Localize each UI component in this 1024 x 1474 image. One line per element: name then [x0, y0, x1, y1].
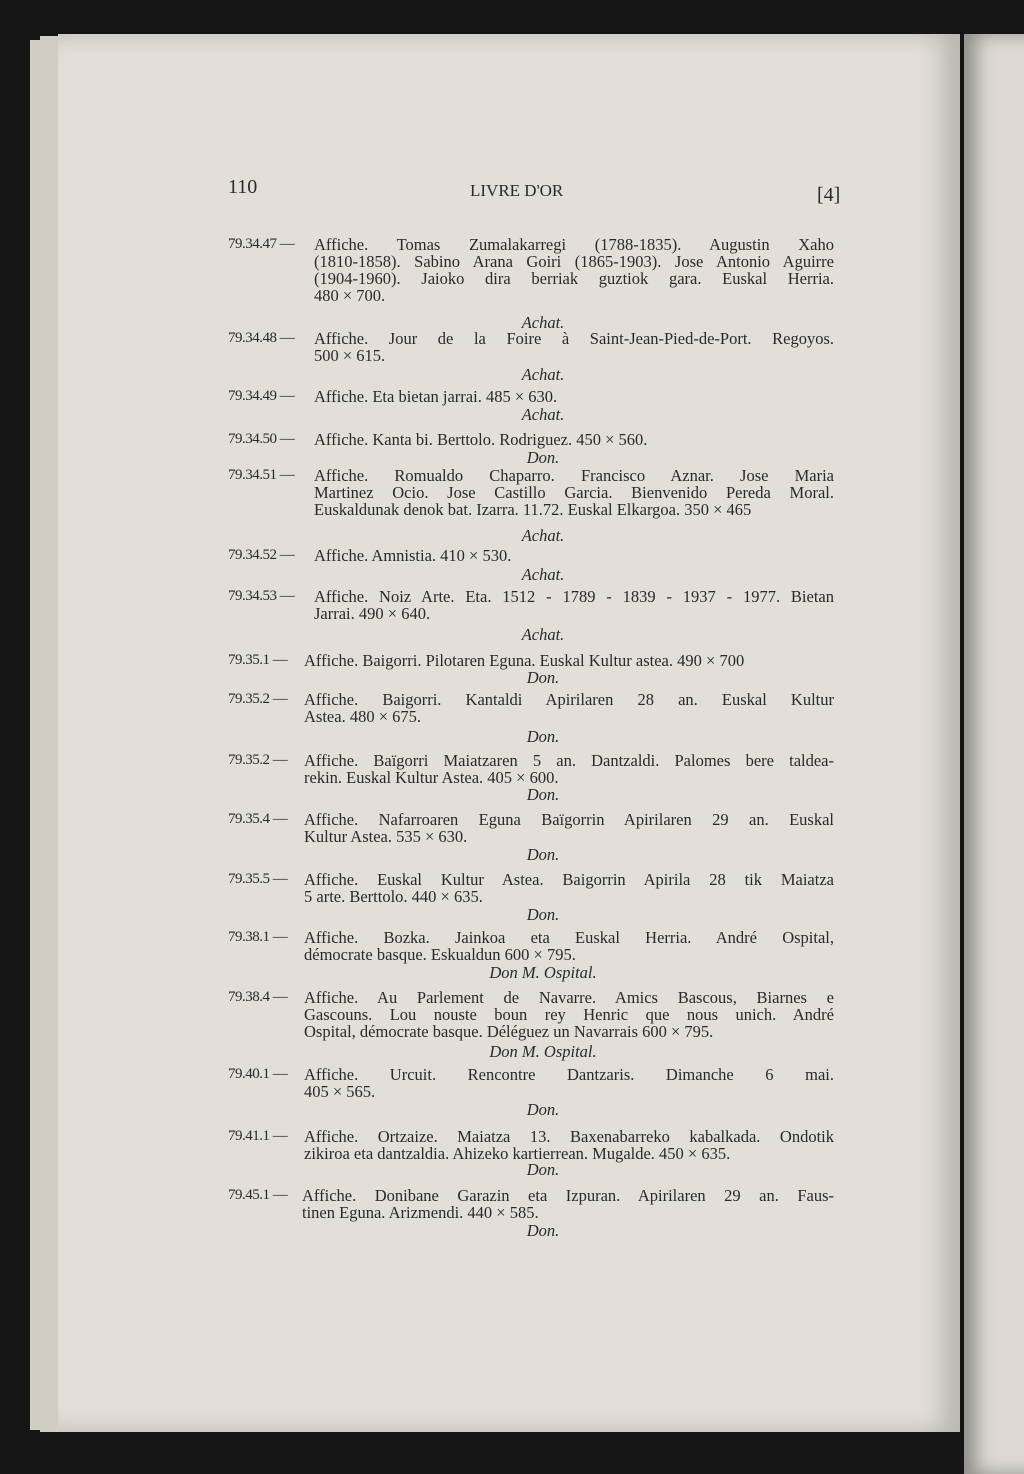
entry-description [304, 929, 834, 963]
entry-line: Ospital, démocrate basque. Déléguez un Navarrais 600 × 795. [304, 1022, 714, 1041]
entry-number: 79.34.53 — [228, 588, 295, 604]
entry-description [304, 752, 834, 786]
acquisition-note: Don. [526, 1160, 560, 1179]
entry-line: Affiche. Tomas Zumalakarregi (1788-1835). Augustin Xaho [314, 235, 834, 254]
acquisition-note: Achat. [521, 526, 565, 545]
acquisition-note: Achat. [521, 405, 565, 424]
entry-line: Affiche. Amnistia. 410 × 530. [314, 546, 512, 565]
entry-number: 79.38.1 — [228, 929, 288, 945]
entry-number: 79.45.1 — [228, 1187, 288, 1203]
entry-number: 79.40.1 — [228, 1066, 288, 1082]
entry-line: Gascouns. Lou nouste boun rey Henric que nous unich. André [304, 1005, 834, 1024]
entry-line: démocrate basque. Eskualdun 600 × 795. [304, 945, 576, 964]
entry-number: 79.38.4 — [228, 989, 288, 1005]
entry-line: Kultur Astea. 535 × 630. [304, 827, 468, 846]
entry-number: 79.34.51 — [228, 467, 295, 483]
entry-description [314, 330, 834, 364]
entry-description [304, 691, 834, 725]
entry-line: Euskaldunak denok bat. Izarra. 11.72. Euskal Elkargoa. 350 × 465 [314, 500, 752, 519]
entry-line: Affiche. Urcuit. Rencontre Dantzaris. Dimanche 6 mai. [304, 1065, 834, 1084]
acquisition-note: Don. [526, 905, 560, 924]
acquisition-note: Don. [526, 727, 560, 746]
entry-line: Affiche. Jour de la Foire à Saint-Jean-Pied-de-Port. Regoyos. [314, 329, 834, 348]
entry-line: Affiche. Ortzaize. Maiatza 13. Baxenabarreko kabalkada. Ondotik [304, 1127, 834, 1146]
entry-description [304, 1128, 834, 1162]
entry-number: 79.35.4 — [228, 811, 288, 827]
acquisition-note: Don M. Ospital. [489, 963, 597, 982]
entry-line: Affiche. Romualdo Chaparro. Francisco Aznar. Jose Maria [314, 466, 834, 485]
entry-description [304, 652, 834, 669]
entry-number: 79.41.1 — [228, 1128, 288, 1144]
entry-line: Affiche. Noiz Arte. Eta. 1512 - 1789 - 1839 - 1937 - 1977. Bietan [314, 587, 834, 606]
acquisition-note: Achat. [521, 365, 565, 384]
acquisition-note: Don. [526, 448, 560, 467]
entry-description [304, 811, 834, 845]
entry-number: 79.35.5 — [228, 871, 288, 887]
entry-line: (1904-1960). Jaioko dira berriak guztiok gara. Euskal Herria. [314, 269, 834, 288]
section-marker: [4] [817, 184, 841, 206]
acquisition-note: Achat. [521, 625, 565, 644]
acquisition-note: Don. [526, 785, 560, 804]
entry-line: Astea. 480 × 675. [304, 707, 421, 726]
acquisition-note: Achat. [521, 313, 565, 332]
entry-line: 405 × 565. [304, 1082, 376, 1101]
entry-line: Affiche. Kanta bi. Berttolo. Rodriguez. 450 × 560. [314, 430, 648, 449]
entry-description [304, 1066, 834, 1100]
entry-line: Affiche. Nafarroaren Eguna Baïgorrin Apirilaren 29 an. Euskal [304, 810, 834, 829]
acquisition-note: Don. [526, 845, 560, 864]
entry-number: 79.34.47 — [228, 236, 295, 252]
entry-line: Affiche. Baïgorri Maiatzaren 5 an. Dantzaldi. Palomes bere taldea- [304, 751, 834, 770]
entry-number: 79.34.49 — [228, 388, 295, 404]
page-number: 110 [228, 176, 258, 198]
entry-line: 500 × 615. [314, 346, 386, 365]
acquisition-note: Don. [526, 668, 560, 687]
entry-line: Affiche. Donibane Garazin eta Izpuran. Apirilaren 29 an. Faus- [302, 1186, 834, 1205]
entry-line: Affiche. Euskal Kultur Astea. Baigorrin Apirila 28 tik Maiatza [304, 870, 834, 889]
entry-description [314, 236, 834, 304]
entry-line: Affiche. Baigorri. Kantaldi Apirilaren 28 an. Euskal Kultur [304, 690, 834, 709]
entry-description [304, 989, 834, 1040]
entry-line: zikiroa eta dantzaldia. Ahizeko kartierrean. Mugalde. 450 × 635. [304, 1144, 731, 1163]
facing-page-edge [964, 34, 1024, 1474]
running-title: LIVRE D'OR [470, 181, 564, 200]
entry-number: 79.34.52 — [228, 547, 295, 563]
entry-description [302, 1187, 834, 1221]
entry-description [314, 388, 834, 405]
entry-line: tinen Eguna. Arizmendi. 440 × 585. [302, 1203, 539, 1222]
entry-line: 5 arte. Berttolo. 440 × 635. [304, 887, 483, 906]
acquisition-note: Don. [526, 1100, 560, 1119]
entry-description [314, 431, 834, 448]
entry-description [304, 871, 834, 905]
entry-number: 79.35.2 — [228, 691, 288, 707]
acquisition-note: Don. [526, 1221, 560, 1240]
acquisition-note: Achat. [521, 565, 565, 584]
entry-line: Affiche. Eta bietan jarrai. 485 × 630. [314, 387, 558, 406]
entry-description [314, 467, 834, 518]
entry-number: 79.34.50 — [228, 431, 295, 447]
entry-line: (1810-1858). Sabino Arana Goiri (1865-1903). Jose Antonio Aguirre [314, 252, 834, 271]
entry-number: 79.34.48 — [228, 330, 295, 346]
entry-description [314, 588, 834, 622]
entry-line: Affiche. Bozka. Jainkoa eta Euskal Herria. André Ospital, [304, 928, 834, 947]
entry-line: 480 × 700. [314, 286, 386, 305]
entry-line: Martinez Ocio. Jose Castillo Garcia. Bienvenido Pereda Moral. [314, 483, 834, 502]
entry-line: rekin. Euskal Kultur Astea. 405 × 600. [304, 768, 559, 787]
acquisition-note: Don M. Ospital. [489, 1042, 597, 1061]
entry-line: Jarrai. 490 × 640. [314, 604, 431, 623]
entry-line: Affiche. Baigorri. Pilotaren Eguna. Euskal Kultur astea. 490 × 700 [304, 651, 745, 670]
entry-number: 79.35.2 — [228, 752, 288, 768]
entry-number: 79.35.1 — [228, 652, 288, 668]
entry-description [314, 547, 834, 564]
entry-line: Affiche. Au Parlement de Navarre. Amics Bascous, Biarnes e [304, 988, 834, 1007]
